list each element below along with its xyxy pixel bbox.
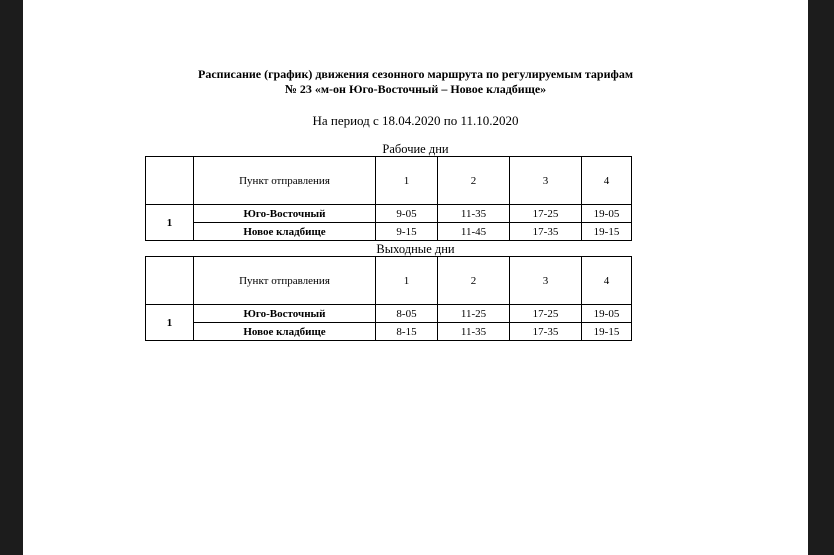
time-cell: 9-15 xyxy=(376,223,438,241)
table-row xyxy=(146,223,632,241)
stop-name-cell: Юго-Восточный xyxy=(194,205,376,223)
document-page xyxy=(23,0,808,555)
time-cell: 9-05 xyxy=(376,205,438,223)
header-cell: 3 xyxy=(510,257,582,305)
stop-name-cell: Юго-Восточный xyxy=(194,305,376,323)
time-cell: 17-25 xyxy=(510,305,582,323)
route-title: № 23 «м-он Юго-Восточный – Новое кладбище» xyxy=(284,82,547,96)
header-cell: Пункт отправления xyxy=(194,157,376,205)
header-cell: 1 xyxy=(376,157,438,205)
header-cell: 3 xyxy=(510,157,582,205)
table-row xyxy=(146,205,632,223)
time-cell: 17-25 xyxy=(510,205,582,223)
header-cell xyxy=(146,157,194,205)
header-cell: 1 xyxy=(376,257,438,305)
header-cell: 4 xyxy=(582,257,632,305)
time-cell: 19-05 xyxy=(582,205,632,223)
header-cell: Пункт отправления xyxy=(194,257,376,305)
time-cell: 17-35 xyxy=(510,223,582,241)
time-cell: 8-05 xyxy=(376,305,438,323)
route-number-cell: 1 xyxy=(146,305,194,341)
header-cell: 4 xyxy=(582,157,632,205)
section-label-weekends: Выходные дни xyxy=(376,242,455,256)
time-cell: 19-05 xyxy=(582,305,632,323)
header-cell xyxy=(146,257,194,305)
document-title: Расписание (график) движения сезонного маршрута по регулируемым тарифам xyxy=(198,67,633,81)
time-cell: 19-15 xyxy=(582,223,632,241)
period-text: На период с 18.04.2020 по 11.10.2020 xyxy=(312,113,519,128)
section-label-workdays: Рабочие дни xyxy=(382,142,449,156)
stop-name-cell: Новое кладбище xyxy=(194,223,376,241)
schedule-table-weekends xyxy=(145,256,632,341)
time-cell: 8-15 xyxy=(376,323,438,341)
route-number-cell: 1 xyxy=(146,205,194,241)
header-cell: 2 xyxy=(438,157,510,205)
time-cell: 11-45 xyxy=(438,223,510,241)
stop-name-cell: Новое кладбище xyxy=(194,323,376,341)
table-header-row xyxy=(146,157,632,205)
table-row xyxy=(146,305,632,323)
time-cell: 11-25 xyxy=(438,305,510,323)
table-row xyxy=(146,323,632,341)
schedule-table-workdays xyxy=(145,156,632,241)
time-cell: 11-35 xyxy=(438,323,510,341)
header-cell: 2 xyxy=(438,257,510,305)
table-header-row xyxy=(146,257,632,305)
time-cell: 19-15 xyxy=(582,323,632,341)
time-cell: 17-35 xyxy=(510,323,582,341)
time-cell: 11-35 xyxy=(438,205,510,223)
